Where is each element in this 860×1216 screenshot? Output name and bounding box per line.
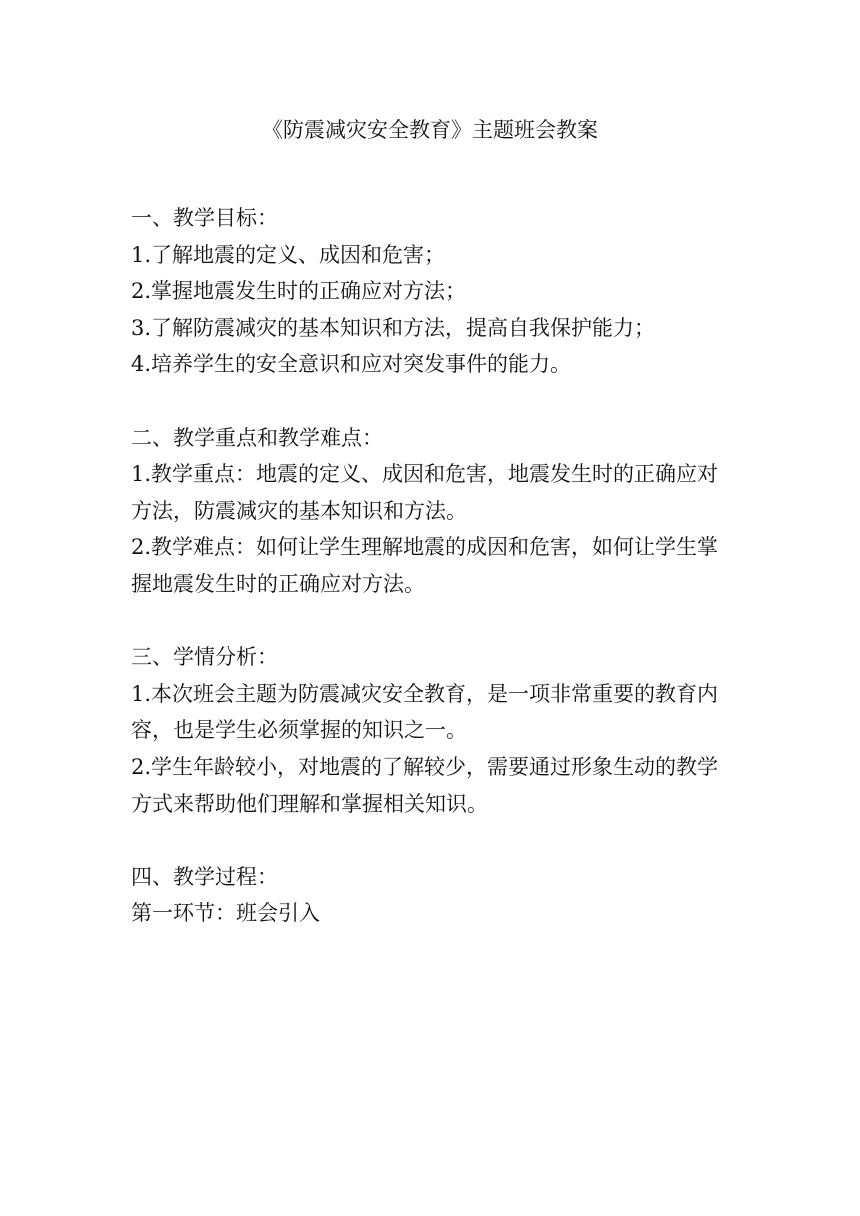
key-point-item-2: 2.教学难点：如何让学生理解地震的成因和危害，如何让学生掌握地震发生时的正确应对方法。 bbox=[131, 535, 719, 596]
analysis-item-2: 2.学生年龄较小，对地震的了解较少，需要通过形象生动的教学方式来帮助他们理解和掌握相关知识。 bbox=[131, 754, 719, 816]
section-spacer bbox=[131, 822, 731, 859]
objective-item-2: 2.掌握地震发生时的正确应对方法； bbox=[131, 279, 467, 304]
objective-item-3: 3.了解防震减灾的基本知识和方法，提高自我保护能力； bbox=[131, 315, 656, 340]
objective-item-4: 4.培养学生的安全意识和应对突发事件的能力。 bbox=[131, 352, 572, 377]
section-heading-objectives: 一、教学目标： bbox=[131, 206, 278, 230]
analysis-item-1: 1.本次班会主题为防震减灾安全教育，是一项非常重要的教育内容，也是学生必须掌握的知识之一。 bbox=[131, 681, 719, 743]
section-heading-key-points: 二、教学重点和教学难点： bbox=[131, 425, 383, 450]
section-spacer bbox=[131, 603, 731, 640]
section-heading-process: 四、教学过程： bbox=[131, 864, 278, 889]
key-point-item-1: 1.教学重点：地震的定义、成因和危害，地震发生时的正确应对方法，防震减灾的基本知识和方法。 bbox=[131, 462, 719, 523]
document-title: 《防震减灾安全教育》主题班会教案 bbox=[262, 118, 598, 142]
process-item-1: 第一环节：班会引入 bbox=[131, 901, 320, 926]
section-spacer bbox=[131, 383, 731, 420]
objective-item-1: 1.了解地震的定义、成因和危害； bbox=[131, 242, 446, 267]
section-heading-analysis: 三、学情分析： bbox=[131, 645, 278, 670]
document-body bbox=[131, 200, 731, 932]
